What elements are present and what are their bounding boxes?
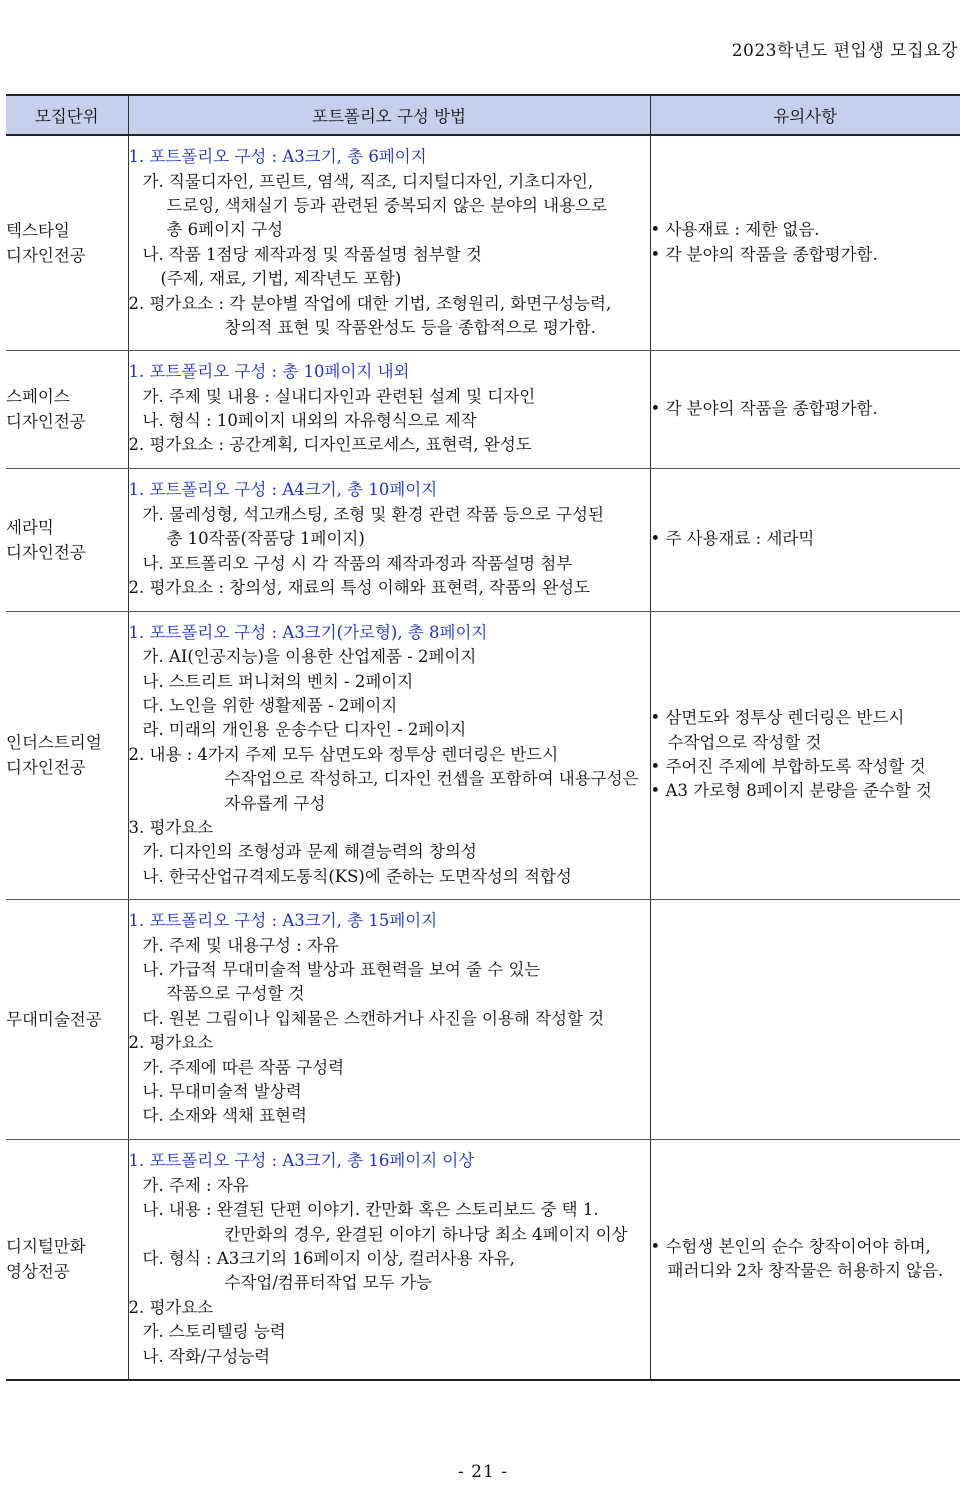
notes-cell [650,899,960,1139]
note-line: • 사용재료 : 제한 없음. [650,220,820,240]
portfolio-method-line: 2. 평가요소 : 창의성, 재료의 특성 이해와 표현력, 작품의 완성도 [128,578,591,598]
table-body [6,135,960,1380]
recruitment-unit-cell [6,611,128,899]
table-row [6,611,960,899]
recruitment-unit-name: 디자인전공 [6,758,86,777]
portfolio-method-line: 다. 원본 그림이나 입체물은 스캔하거나 사진을 이용해 작성할 것 [142,1008,605,1028]
portfolio-method-cell [128,899,650,1139]
note-line: 패러디와 2차 창작물은 허용하지 않음. [667,1261,944,1281]
portfolio-method-line: 나. 작품 1점당 제작과정 및 작품설명 첨부할 것 [142,244,482,264]
portfolio-method-line: 총 6페이지 구성 [166,220,284,240]
recruitment-unit-name: 세라믹 [6,517,54,537]
portfolio-method-line: (주제, 재료, 기법, 제작년도 포함) [160,269,402,289]
portfolio-spec-heading: 1. 포트폴리오 구성 : A4크기, 총 10페이지 [128,480,438,500]
portfolio-method-line: 나. 포트폴리오 구성 시 각 작품의 제작과정과 작품설명 첨부 [142,553,573,573]
recruitment-table [6,94,960,1381]
note-line: • 주어진 주제에 부합하도록 작성할 것 [650,757,926,776]
portfolio-method-line: 자유롭게 구성 [224,793,326,813]
portfolio-method-line: 가. 스토리텔링 능력 [142,1322,286,1342]
portfolio-method-line: 나. 형식 : 10페이지 내외의 자유형식으로 제작 [142,411,477,430]
portfolio-method-line: 작품으로 구성할 것 [166,984,305,1004]
portfolio-method-cell [128,468,650,611]
recruitment-unit-cell [6,135,128,350]
recruitment-unit-name: 영상전공 [6,1262,70,1282]
portfolio-method-line: 다. 형식 : A3크기의 16페이지 이상, 컬러사용 자유, [142,1249,515,1269]
notes-cell [650,350,960,468]
portfolio-method-line: 수작업으로 작성하고, 디자인 컨셉을 포함하여 내용구성은 [224,769,639,789]
portfolio-method-line: 가. 직물디자인, 프린트, 염색, 직조, 디지털디자인, 기초디자인, [142,171,594,191]
portfolio-method-line: 2. 평가요소 [128,1297,214,1317]
notes-cell [650,1139,960,1380]
table-row [6,135,960,350]
notes-cell [650,468,960,611]
recruitment-unit-name: 스페이스 [6,387,70,406]
portfolio-method-line: 나. 작화/구성능력 [142,1346,271,1366]
table-row [6,468,960,611]
recruitment-unit-cell [6,350,128,468]
notes-cell [650,611,960,899]
recruitment-unit-name: 디자인전공 [6,412,86,431]
portfolio-method-line: 나. 가급적 무대미술적 발상과 표현력을 보여 줄 수 있는 [142,959,541,979]
notes-cell [650,135,960,350]
portfolio-method-line: 나. 한국산업규격제도통칙(KS)에 준하는 도면작성의 적합성 [142,866,572,886]
recruitment-unit-name: 텍스타일 [6,220,70,240]
portfolio-method-cell [128,350,650,468]
portfolio-method-line: 가. 물레성형, 석고캐스팅, 조형 및 환경 관련 작품 등으로 구성된 [142,504,604,524]
note-line: • A3 가로형 8페이지 분량을 준수할 것 [650,781,932,801]
portfolio-method-line: 칸만화의 경우, 완결된 이야기 하나당 최소 4페이지 이상 [224,1224,628,1244]
portfolio-method-line: 2. 내용 : 4가지 주제 모두 삼면도와 정투상 렌더링은 반드시 [128,744,559,764]
note-line: 수작업으로 작성할 것 [667,732,822,752]
portfolio-spec-heading: 1. 포트폴리오 구성 : A3크기(가로형), 총 8페이지 [128,622,488,642]
portfolio-method-line: 2. 평가요소 : 공간계획, 디자인프로세스, 표현력, 완성도 [128,435,532,455]
document-header: 2023학년도 편입생 모집요강 [731,41,958,61]
portfolio-method-line: 다. 소재와 색채 표현력 [142,1106,307,1126]
page-number: - 21 - [458,1462,508,1482]
recruitment-unit-name: 디자인전공 [6,542,86,562]
table-row [6,1139,960,1380]
recruitment-unit-cell [6,468,128,611]
portfolio-method-cell [128,1139,650,1380]
recruitment-unit-cell [6,899,128,1139]
portfolio-method-line: 가. 주제 및 내용구성 : 자유 [142,935,339,955]
portfolio-spec-heading: 1. 포트폴리오 구성 : A3크기, 총 16페이지 이상 [128,1151,475,1171]
portfolio-method-cell [128,611,650,899]
portfolio-method-line: 2. 평가요소 [128,1033,214,1053]
portfolio-method-line: 2. 평가요소 : 각 분야별 작업에 대한 기법, 조형원리, 화면구성능력, [128,293,612,313]
table-row [6,899,960,1139]
portfolio-spec-heading: 1. 포트폴리오 구성 : 총 10페이지 내외 [128,362,410,382]
note-line: • 주 사용재료 : 세라믹 [650,529,815,549]
column-header-unit: 모집단위 [6,95,128,135]
recruitment-unit-name: 인더스트리얼 [6,733,102,752]
portfolio-method-line: 가. 주제에 따른 작품 구성력 [142,1057,345,1077]
portfolio-method-line: 나. 무대미술적 발상력 [142,1082,302,1102]
column-header-notes: 유의사항 [650,95,960,135]
portfolio-method-line: 가. 디자인의 조형성과 문제 해결능력의 창의성 [142,842,477,862]
note-line: • 삼면도와 정투상 렌더링은 반드시 [650,708,905,728]
note-line: • 각 분야의 작품을 종합평가함. [650,398,878,418]
portfolio-method-cell [128,135,650,350]
portfolio-method-line: 수작업/컴퓨터작업 모두 가능 [224,1273,432,1293]
portfolio-method-line: 총 10작품(작품당 1페이지) [166,529,365,549]
recruitment-unit-name: 무대미술전공 [6,1009,102,1029]
note-line: • 각 분야의 작품을 종합평가함. [650,244,878,264]
portfolio-method-line: 창의적 표현 및 작품완성도 등을 종합적으로 평가함. [224,317,596,337]
portfolio-method-line: 가. 주제 및 내용 : 실내디자인과 관련된 설계 및 디자인 [142,386,536,406]
portfolio-method-line: 라. 미래의 개인용 운송수단 디자인 - 2페이지 [142,720,467,740]
recruitment-unit-cell [6,1139,128,1380]
portfolio-spec-heading: 1. 포트폴리오 구성 : A3크기, 총 15페이지 [128,911,438,931]
portfolio-method-line: 나. 스트리트 퍼니쳐의 벤치 - 2페이지 [142,671,414,691]
portfolio-method-line: 3. 평가요소 [128,818,214,838]
portfolio-method-line: 드로잉, 색채실기 등과 관련된 중복되지 않은 분야의 내용으로 [166,195,607,215]
portfolio-method-line: 가. 주제 : 자유 [142,1175,249,1195]
recruitment-unit-name: 디자인전공 [6,245,86,265]
column-header-method: 포트폴리오 구성 방법 [128,95,650,135]
portfolio-method-line: 다. 노인을 위한 생활제품 - 2페이지 [142,695,398,715]
recruitment-unit-name: 디지털만화 [6,1237,86,1257]
table-header-row [6,95,960,135]
portfolio-spec-heading: 1. 포트폴리오 구성 : A3크기, 총 6페이지 [128,147,427,167]
portfolio-method-line: 나. 내용 : 완결된 단편 이야기. 칸만화 혹은 스토리보드 중 택 1. [142,1200,599,1220]
table-row [6,350,960,468]
note-line: • 수험생 본인의 순수 창작이어야 하며, [650,1236,931,1256]
portfolio-method-line: 가. AI(인공지능)을 이용한 산업제품 - 2페이지 [142,647,477,667]
